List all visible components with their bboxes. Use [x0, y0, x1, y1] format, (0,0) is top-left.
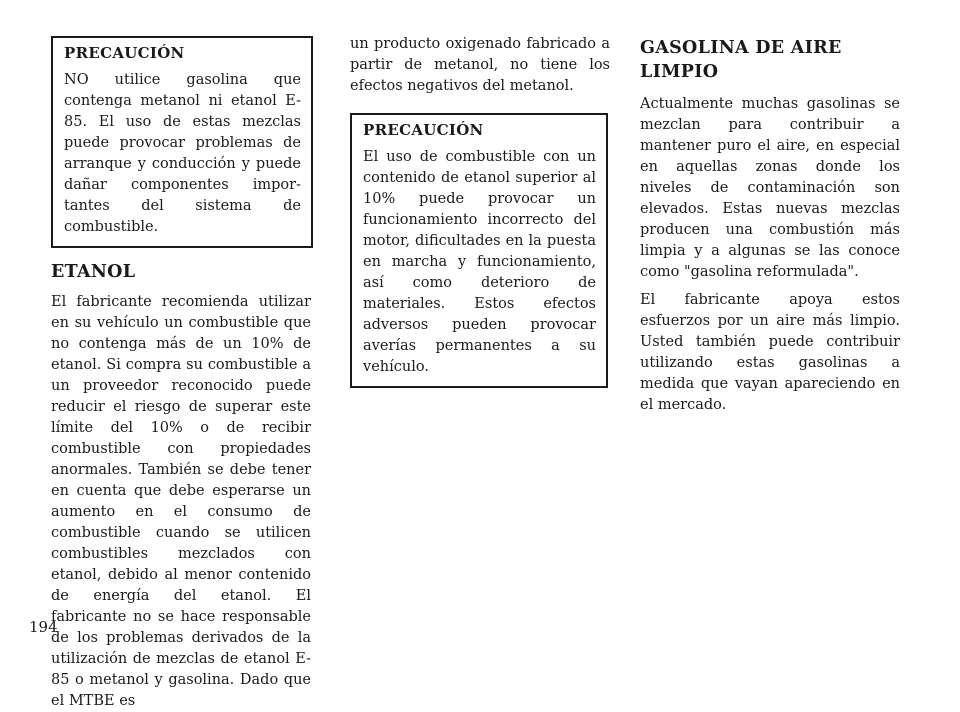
page-number: 194 [29, 618, 58, 636]
caution-title: PRECAUCIÓN [363, 121, 484, 139]
caution-box-methanol [51, 36, 313, 248]
column-2 [350, 36, 610, 388]
clean-air-paragraph-1: Actualmente muchas gasolinas se mezclan para contribuir a mantener puro el aire, en especial en aquellas zonas donde los niveles de contaminación son elevados. Estas nuevas mezclas producen una combustión más limpia y a algunas se las conoce como "gasolina reformulada". [640, 96, 900, 280]
section-title-etanol: ETANOL [51, 262, 136, 282]
etanol-body: El fabricante recomienda utilizar en su vehículo un combustible que no contenga más de un 10% de etanol. Si compra su combustible a un proveedor reconocido puede reducir el riesgo de superar este límite del 10% o de recibir combustible con propiedades anormales. También se debe tener en cuenta que debe esperarse un aumento en el consumo de combustible cuando se utilicen combustibles mezclados con etanol, debido al menor contenido de energía del etanol. El fabricante no se hace responsable de los problemas derivados de la utilización de mezclas de etanol E-85 o metanol y gasolina. Dado que el MTBE es [51, 294, 311, 709]
column-3 [640, 36, 900, 416]
column-1 [51, 36, 311, 712]
caution-title: PRECAUCIÓN [64, 44, 185, 62]
continuation-text: un producto oxigenado fabricado a partir de metanol, no tiene los efectos negativos del metanol. [350, 36, 610, 94]
caution-text: El uso de combustible con un contenido de etanol superior al 10% puede provocar un funcionamiento incorrecto del motor, dificultades en la puesta en marcha y funcionamiento, así como deterioro de materiales. Estos efectos adversos pueden provocar averías permanentes a su vehículo. [363, 149, 596, 375]
section-title-clean-air-gasoline: GASOLINA DE AIRE LIMPIO [640, 38, 842, 82]
caution-box-ethanol [350, 113, 608, 388]
caution-text: NO utilice gasolina que contenga metanol ni etanol E-85. El uso de estas mezclas puede provocar problemas de arranque y conducción y puede dañar componentes importantes del sistema de combustible. [64, 72, 301, 235]
clean-air-paragraph-2: El fabricante apoya estos esfuerzos por un aire más limpio. Usted también puede contribuir utilizando estas gasolinas a medida que vayan apareciendo en el mercado. [640, 292, 900, 413]
